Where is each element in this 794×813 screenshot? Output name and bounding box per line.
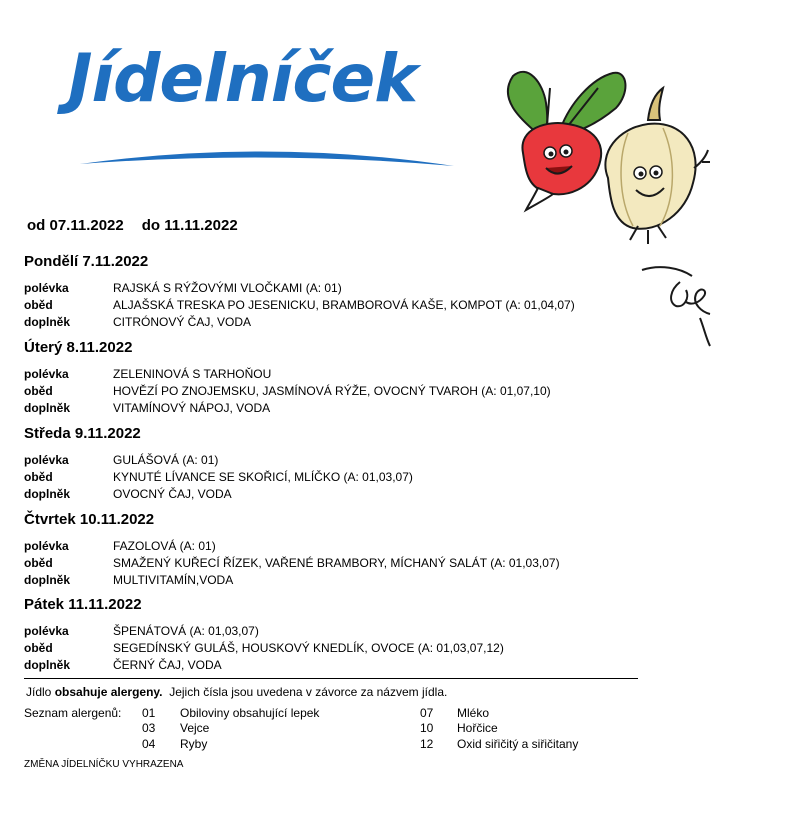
day-title: Čtvrtek 10.11.2022: [24, 511, 155, 528]
logo-title: Jídelníček: [68, 40, 418, 117]
row-label: doplněk: [24, 487, 71, 501]
note-suffix: Jejich čísla jsou uvedena v závorce za názvem jídla.: [169, 685, 448, 699]
row-label: polévka: [24, 367, 69, 381]
row-value: OVOCNÝ ČAJ, VODA: [113, 487, 232, 501]
allergen-name: Oxid siřičitý a siřičitany: [457, 737, 579, 751]
row-value: RAJSKÁ S RÝŽOVÝMI VLOČKAMI (A: 01): [113, 281, 342, 295]
allergen-code: 12: [420, 737, 434, 751]
allergen-code: 03: [142, 721, 156, 735]
signature-mark: [640, 262, 720, 352]
note-prefix: Jídlo: [26, 685, 52, 699]
row-label: polévka: [24, 453, 69, 467]
allergen-name: Obiloviny obsahující lepek: [180, 706, 320, 720]
row-value: CITRÓNOVÝ ČAJ, VODA: [113, 315, 252, 329]
row-value: ŠPENÁTOVÁ (A: 01,03,07): [113, 624, 259, 638]
logo-swoosh: [78, 140, 458, 170]
row-label: polévka: [24, 539, 69, 553]
row-label: polévka: [24, 281, 69, 295]
row-value: SMAŽENÝ KUŘECÍ ŘÍZEK, VAŘENÉ BRAMBORY, MÍCHANÝ SALÁT (A: 01,03,07): [113, 556, 560, 570]
row-value: SEGEDÍNSKÝ GULÁŠ, HOUSKOVÝ KNEDLÍK, OVOCE (A: 01,03,07,12): [113, 641, 504, 655]
row-value: ZELENINOVÁ S TARHOŇOU: [113, 367, 272, 381]
period-from: od 07.11.2022: [27, 217, 124, 234]
day-title: Úterý 8.11.2022: [24, 339, 133, 356]
allergen-name: Vejce: [180, 721, 210, 735]
period-to: do 11.11.2022: [141, 217, 238, 234]
allergen-code: 01: [142, 706, 156, 720]
row-label: polévka: [24, 624, 69, 638]
allergen-name: Hořčice: [457, 721, 498, 735]
row-value: HOVĚZÍ PO ZNOJEMSKU, JASMÍNOVÁ RÝŽE, OVOCNÝ TVAROH (A: 01,07,10): [113, 384, 551, 398]
radish-onion-illustration: [498, 58, 718, 248]
allergen-code: 07: [420, 706, 434, 720]
row-label: oběd: [24, 384, 53, 398]
allergen-code: 04: [142, 737, 156, 751]
row-value: KYNUTÉ LÍVANCE SE SKOŘICÍ, MLÍČKO (A: 01,03,07): [113, 470, 413, 484]
row-label: oběd: [24, 641, 53, 655]
row-label: doplněk: [24, 658, 71, 672]
day-title: Pátek 11.11.2022: [24, 596, 142, 613]
allergen-name: Mléko: [457, 706, 490, 720]
row-label: oběd: [24, 298, 53, 312]
row-value: MULTIVITAMÍN,VODA: [113, 573, 234, 587]
row-label: doplněk: [24, 315, 71, 329]
allergen-note: [26, 685, 447, 699]
note-bold: obsahuje alergeny.: [54, 685, 163, 699]
allergen-list-label: Seznam alergenů:: [24, 706, 122, 720]
day-title: Středa 9.11.2022: [24, 425, 141, 442]
row-label: doplněk: [24, 573, 71, 587]
row-value: GULÁŠOVÁ (A: 01): [113, 453, 219, 467]
allergen-name: Ryby: [180, 737, 208, 751]
menu-period: [27, 217, 238, 234]
row-value: FAZOLOVÁ (A: 01): [113, 539, 216, 553]
row-value: VITAMÍNOVÝ NÁPOJ, VODA: [113, 401, 271, 415]
row-label: doplněk: [24, 401, 71, 415]
allergen-code: 10: [420, 721, 434, 735]
day-title: Pondělí 7.11.2022: [24, 253, 149, 270]
row-label: oběd: [24, 470, 53, 484]
row-value: ALJAŠSKÁ TRESKA PO JESENICKU, BRAMBOROVÁ KAŠE, KOMPOT (A: 01,04,07): [113, 298, 575, 312]
row-label: oběd: [24, 556, 53, 570]
divider: [24, 678, 638, 679]
footer-notice: ZMĚNA JÍDELNÍČKU VYHRAZENA: [24, 759, 184, 770]
row-value: ČERNÝ ČAJ, VODA: [113, 658, 222, 672]
